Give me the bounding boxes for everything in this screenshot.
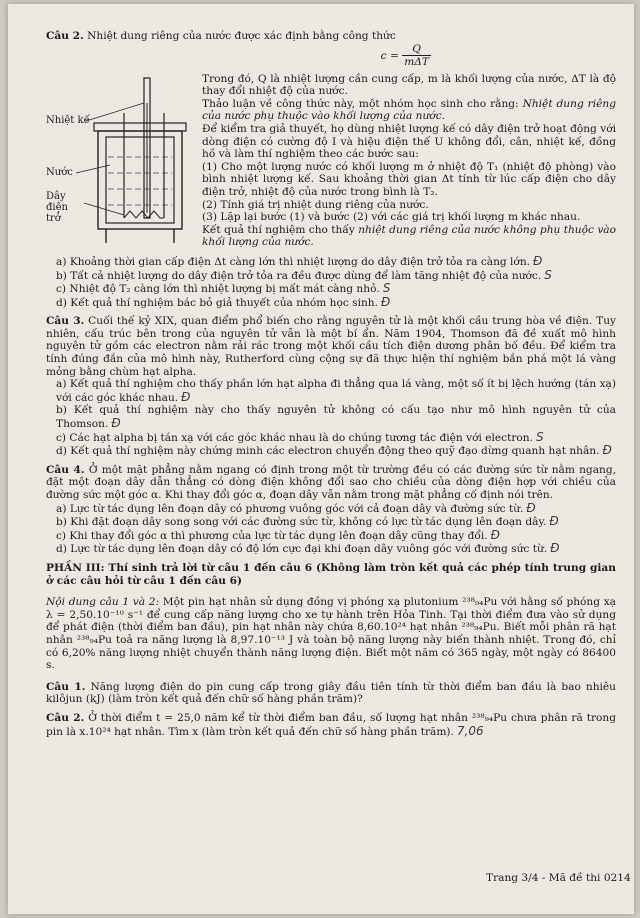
formula-lhs: c =: [380, 49, 399, 62]
part3-shared-label: Nội dung câu 1 và 2:: [46, 596, 160, 609]
q2-option-b-text: b) Tất cả nhiệt lượng do dây điện trở tỏa ra đều được dùng để làm tăng nhiệt độ của nước.: [56, 269, 542, 282]
part3-q1-title: Câu 1.: [46, 680, 86, 693]
wire-label: Dây điện trở: [46, 190, 68, 224]
q3-option-b-mark: Đ: [111, 416, 121, 431]
q3-option-d: [46, 444, 616, 458]
q3-option-d-text: d) Kết quả thí nghiệm này chứng minh các electron chuyển động theo quỹ đạo dừng quanh hạt nhân.: [56, 445, 600, 458]
q2-step1: (1) Cho một lượng nước có khối lượng m ở nhiệt độ T₁ (nhiệt độ phòng) vào bình nhiệt lượng kế. Sau khoảng thời gian Δt tính từ lúc cấp điện cho dây điện trở, nhiệt độ của nước trong bình là T₂.: [202, 160, 616, 198]
part3-shared-content: [46, 596, 616, 672]
q3-intro: [46, 315, 616, 378]
q2-conclusion-italic: nhiệt dung riêng của nước không phụ thuộc vào khối lượng của nước.: [202, 223, 617, 249]
q3-option-a: [46, 378, 616, 404]
q2-option-a: [46, 255, 616, 269]
q3-option-a-text: a) Kết quả thí nghiệm cho thấy phần lớn hạt alpha đi thẳng qua lá vàng, một số ít bị lệch hướng (tán xạ) với các góc khác nhau.: [56, 378, 616, 404]
q3-option-b: [46, 404, 616, 430]
q2-p1: Trong đó, Q là nhiệt lượng cần cung cấp, m là khối lượng của nước, ΔT là độ thay đổi nhiệt độ của nước.: [202, 72, 616, 98]
q3-intro-text: Cuối thế kỷ XIX, quan điểm phổ biến cho rằng nguyên tử là một khối cầu trung hòa về điện. Tuy nhiên, cấu trúc bên trong của nguyên tử vẫn là một bí ẩn. Năm 1904, Thomson đã đề xuất mô hình nguyên tử gồm các electron nằm rải rác trong một khối cầu tích điện dương phân bố đều. Để kiểm tra tính đúng đắn của mô hình này, Rutherford cùng cộng sự đã thực hiện thí nghiệm bắn phá một lá vàng mỏng bằng chùm hạt alpha.: [46, 315, 616, 378]
q2-conclusion-text: Kết quả thí nghiệm cho thấy: [202, 223, 359, 236]
q3-option-c-mark: S: [535, 429, 544, 444]
q4-option-a: [46, 502, 616, 516]
q4-option-b-text: b) Khi đặt đoạn dây song song với các đường sức từ, không có lực từ tác dụng lên đoạn dây.: [56, 516, 547, 529]
q2-option-a-text: a) Khoảng thời gian cấp điện Δt càng lớn thì nhiệt lượng do dây điện trở tỏa ra càng lớn.: [56, 255, 531, 268]
part3-q1: [46, 681, 616, 706]
q2-option-d: [46, 296, 616, 310]
part3-shared-text: Một pin hạt nhân sử dụng đồng vị phóng xạ plutonium ²³⁸₉₄Pu với hằng số phóng xạ λ = 2,50.10⁻¹⁰ s⁻¹ để cung cấp năng lượng cho xe tự hành trên Hỏa Tinh. Tại thời điểm đưa vào sử dụng để phát điện (thời điểm ban đầu), pin hạt nhân này chứa 8,60.10²⁴ hạt nhân ²³⁸₉₄Pu. Biết mỗi phân rã hạt nhân ²³⁸₉₄Pu toả ra năng lượng là 8,97.10⁻¹³ J và toàn bộ năng lượng này biến thành nhiệt. Trong đó, chỉ có 6,20% năng lượng nhiệt chuyển thành năng lượng điện. Biết một năm có 365 ngày, một ngày có 86400 s.: [46, 596, 616, 672]
q3-option-a-mark: Đ: [181, 389, 191, 404]
formula-denominator: mΔT: [404, 56, 429, 69]
q2-title: Câu 2.: [46, 30, 84, 42]
part3-q2-handwritten-answer: 7,06: [456, 723, 484, 738]
q2-p3: Để kiểm tra giả thuyết, họ dùng nhiệt lượng kế có dây điện trở hoạt động với dòng điện có cường độ I và hiệu điện thế U không đổi, cân, nhiệt kế, đồng hồ và làm thí nghiệm theo các bước sau:: [202, 122, 616, 161]
formula-fraction: [402, 43, 431, 69]
q2-p2-text: Thảo luận về công thức này, một nhóm học sinh cho rằng:: [202, 97, 523, 110]
q2-hypothesis: Nhiệt dung riêng của nước phụ thuộc vào khối lượng của nước.: [202, 97, 616, 123]
q4-option-c-mark: Đ: [490, 527, 500, 542]
q2-option-d-text: d) Kết quả thí nghiệm bác bỏ giả thuyết của nhóm học sinh.: [56, 296, 378, 309]
q4-option-a-mark: Đ: [526, 500, 536, 515]
q2-intro-text: Nhiệt dung riêng của nước được xác định bằng công thức: [87, 30, 396, 42]
q2-step2: (2) Tính giá trị nhiệt dung riêng của nước.: [202, 198, 429, 211]
part3-q1-text: Năng lượng điện do pin cung cấp trong giây đầu tiên tính từ thời điểm ban đầu là bao nhiêu kilôjun (kJ) (làm tròn kết quả đến chữ số hàng phần trăm)?: [46, 680, 617, 706]
part3-q2-title: Câu 2.: [46, 711, 85, 724]
q2-option-c-text: c) Nhiệt độ T₂ càng lớn thì nhiệt lượng bị mất mát càng nhỏ.: [56, 283, 380, 296]
q3-option-b-text: b) Kết quả thí nghiệm này cho thấy nguyên tử không có cấu tạo như mô hình nguyên tử của Thomson.: [56, 404, 616, 431]
q4-option-c: [46, 529, 616, 543]
exam-page: [8, 4, 634, 914]
q2-option-c: [46, 282, 616, 296]
q2-option-d-mark: Đ: [380, 294, 391, 309]
q3-title: Câu 3.: [46, 315, 85, 328]
water-label: Nước: [46, 166, 73, 178]
thermometer-label: Nhiệt kế: [46, 114, 90, 126]
q2-option-c-mark: S: [382, 281, 391, 296]
q3-option-d-mark: Đ: [602, 443, 612, 458]
page-footer: Trang 3/4 - Mã đề thi 0214: [486, 872, 631, 884]
heat-capacity-formula: [46, 43, 616, 73]
q4-option-a-text: a) Lực từ tác dụng lên đoạn dây có phương vuông góc với cả đoạn dây và đường sức từ.: [56, 502, 524, 515]
q4-intro-text: Ở một mặt phẳng nằm ngang có định trong một từ trường đều có các đường sức từ nằm ngang, đặt một đoạn dây dẫn thẳng có dòng điện không đổi sao cho chiều của dòng điện hợp với chiều của đường sức một góc α. Khi thay đổi góc α, đoạn dây vẫn nằm trong mặt phẳng cố định nói trên.: [46, 463, 616, 501]
part3-q2: [46, 712, 616, 738]
q2-step3: (3) Lặp lại bước (1) và bước (2) với các giá trị khối lượng m khác nhau.: [202, 211, 581, 224]
q4-option-d: [46, 542, 616, 556]
q4-title: Câu 4.: [46, 463, 85, 476]
q2-option-b: [46, 269, 616, 283]
part3-q2-text: Ở thời điểm t = 25,0 năm kể từ thời điểm ban đầu, số lượng hạt nhân ²³⁸₉₄Pu chưa phân rã trong pin là x.10²⁴ hạt nhân. Tìm x (làm tròn kết quả đến chữ số hàng phần trăm).: [46, 711, 616, 738]
q4-intro: [46, 464, 616, 502]
q4-option-b: [46, 515, 616, 529]
q2-option-b-mark: S: [544, 267, 552, 282]
q4-option-d-mark: Đ: [550, 541, 560, 556]
formula-numerator: Q: [402, 43, 431, 57]
calorimeter-diagram: [46, 73, 196, 251]
page-content: [46, 30, 616, 738]
calorimeter-figure: [46, 73, 196, 251]
part3-heading: PHẦN III: Thí sinh trả lời từ câu 1 đến câu 6 (Không làm tròn kết quả các phép tính trung gian ở các câu hỏi từ câu 1 đến câu 6): [46, 561, 616, 587]
q4-option-b-mark: Đ: [549, 514, 559, 529]
q4-option-d-text: d) Lực từ tác dụng lên đoạn dây có độ lớn cực đại khi đoạn dây vuông góc với đường sức từ.: [56, 543, 548, 556]
q2-option-a-mark: Đ: [533, 253, 543, 268]
q2-intro: [46, 30, 616, 43]
q4-option-c-text: c) Khi thay đổi góc α thì phương của lực từ tác dụng lên đoạn dây cũng thay đổi.: [56, 529, 488, 542]
q3-option-c: [46, 431, 616, 445]
q3-option-c-text: c) Các hạt alpha bị tán xạ với các góc khác nhau là do chúng tương tác điện với electron.: [56, 431, 533, 444]
